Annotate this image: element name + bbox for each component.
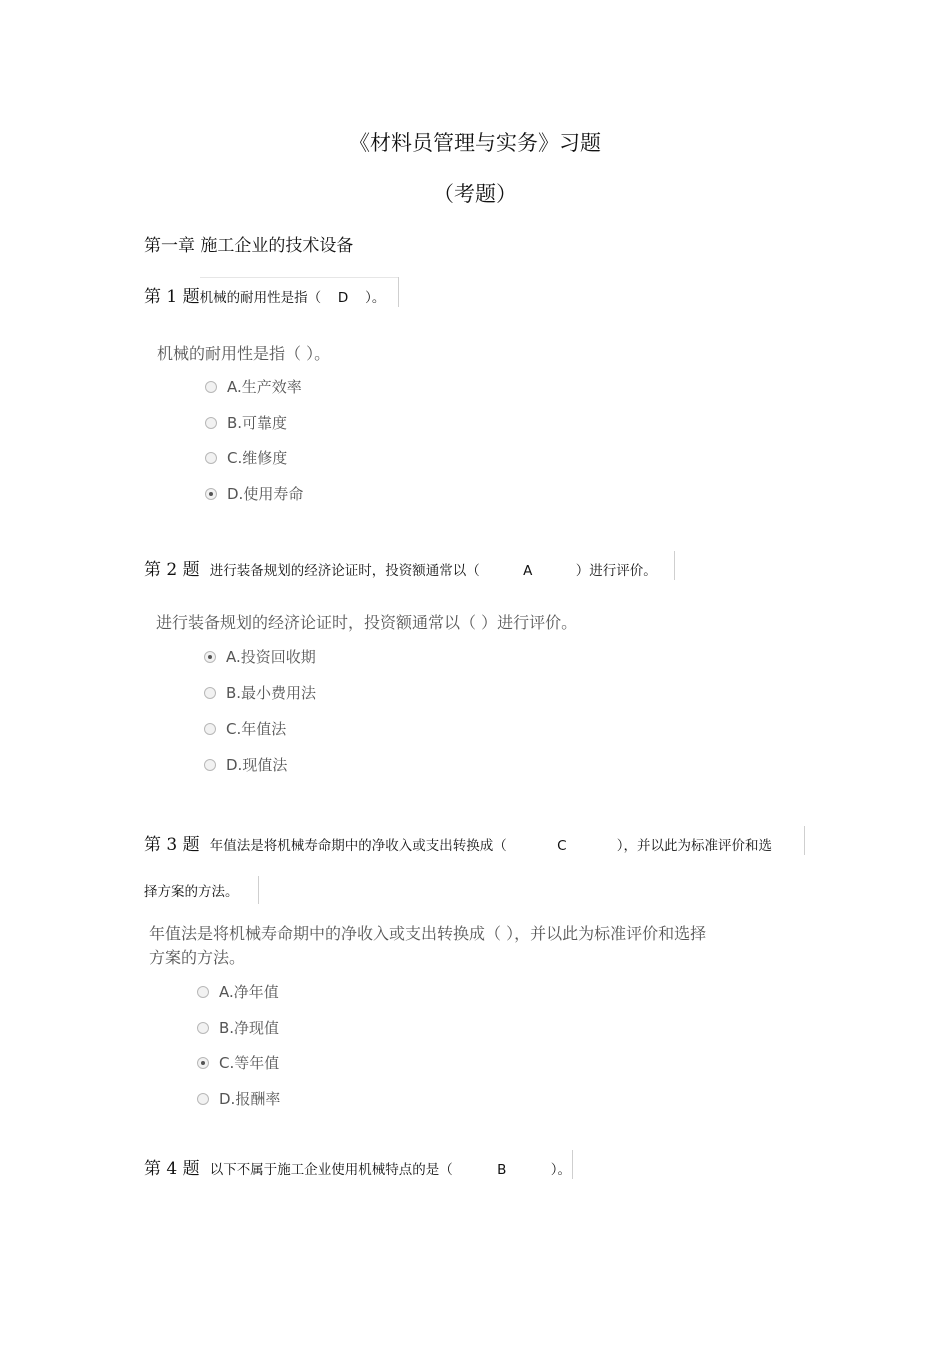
- question-3-text-mid: ），并以此为标准评价和选: [616, 838, 773, 854]
- question-2-line: [144, 555, 657, 580]
- question-3-option-d[interactable]: [197, 1088, 280, 1109]
- option-label: A.生产效率: [227, 378, 302, 396]
- question-1-answer: D: [337, 290, 349, 306]
- question-1-option-a[interactable]: [205, 376, 302, 397]
- question-4-text-end: ）。: [550, 1162, 572, 1178]
- question-4-frame-right: [572, 1150, 573, 1179]
- question-2-number: 第 2 题: [144, 560, 200, 580]
- question-3-frame-right: [804, 826, 805, 855]
- radio-checked-icon[interactable]: [204, 651, 216, 663]
- question-3-option-b[interactable]: [197, 1017, 279, 1038]
- question-3-text: 年值法是将机械寿命期中的净收入或支出转换成（: [209, 838, 507, 854]
- radio-checked-icon[interactable]: [197, 1057, 209, 1069]
- question-3-stem: 年值法是将机械寿命期中的净收入或支出转换成（ ），并以此为标准评价和选择: [149, 924, 707, 943]
- question-3-answer: C: [557, 838, 567, 854]
- question-1-text: 机械的耐用性是指（: [199, 290, 322, 306]
- chapter-heading: 第一章 施工企业的技术设备: [144, 236, 354, 256]
- question-2-option-a[interactable]: [204, 646, 316, 667]
- option-label: C.年值法: [226, 720, 287, 738]
- radio-icon[interactable]: [205, 452, 217, 464]
- radio-checked-icon[interactable]: [205, 488, 217, 500]
- question-1-option-c[interactable]: [205, 447, 287, 468]
- document-title: 《材料员管理与实务》习题: [349, 131, 601, 155]
- question-3-text-end: 择方案的方法。: [144, 884, 239, 900]
- question-4-number: 第 4 题: [144, 1159, 200, 1179]
- question-1-frame-top: [200, 277, 398, 278]
- question-1-option-d[interactable]: [205, 483, 303, 504]
- question-2-text: 进行装备规划的经济论证时，投资额通常以（: [209, 563, 480, 579]
- radio-icon[interactable]: [204, 687, 216, 699]
- option-label: B.可靠度: [227, 414, 288, 432]
- option-label: B.净现值: [219, 1019, 280, 1037]
- question-2-stem: 进行装备规划的经济论证时，投资额通常以（ ）进行评价。: [156, 613, 578, 632]
- question-1-option-b[interactable]: [205, 412, 287, 433]
- question-4-text: 以下不属于施工企业使用机械特点的是（: [209, 1162, 453, 1178]
- question-2-option-d[interactable]: [204, 754, 287, 775]
- question-1-frame-right: [398, 277, 399, 307]
- radio-icon[interactable]: [197, 986, 209, 998]
- option-label: D.现值法: [226, 756, 288, 774]
- question-2-text-end: ）进行评价。: [575, 563, 657, 579]
- question-2-answer: A: [523, 563, 533, 579]
- option-label: A.净年值: [219, 983, 279, 1001]
- radio-icon[interactable]: [197, 1022, 209, 1034]
- option-label: A.投资回收期: [226, 648, 316, 666]
- question-2-option-b[interactable]: [204, 682, 316, 703]
- option-label: C.维修度: [227, 449, 288, 467]
- option-label: B.最小费用法: [226, 684, 317, 702]
- option-label: D.使用寿命: [227, 485, 304, 503]
- option-label: C.等年值: [219, 1054, 280, 1072]
- question-1-text-end: ）。: [365, 290, 386, 306]
- radio-icon[interactable]: [205, 381, 217, 393]
- question-4-answer: B: [497, 1162, 507, 1178]
- question-3-frame-right-2: [258, 876, 259, 904]
- question-1-stem: 机械的耐用性是指（ ）。: [157, 344, 331, 363]
- question-3-option-a[interactable]: [197, 981, 279, 1002]
- radio-icon[interactable]: [204, 759, 216, 771]
- question-1-line: [144, 282, 385, 307]
- radio-icon[interactable]: [197, 1093, 209, 1105]
- question-3-line-cont: [144, 880, 239, 900]
- question-1-number: 第 1 题: [144, 287, 200, 307]
- question-3-line: [144, 830, 772, 855]
- question-3-stem-line2: 方案的方法。: [149, 948, 246, 967]
- question-2-option-c[interactable]: [204, 718, 286, 739]
- question-4-line: [144, 1154, 571, 1179]
- document-subtitle: （考题）: [433, 182, 517, 206]
- radio-icon[interactable]: [204, 723, 216, 735]
- radio-icon[interactable]: [205, 417, 217, 429]
- question-3-number: 第 3 题: [144, 835, 200, 855]
- option-label: D.报酬率: [219, 1090, 281, 1108]
- question-3-option-c[interactable]: [197, 1052, 279, 1073]
- question-2-frame-right: [674, 551, 675, 580]
